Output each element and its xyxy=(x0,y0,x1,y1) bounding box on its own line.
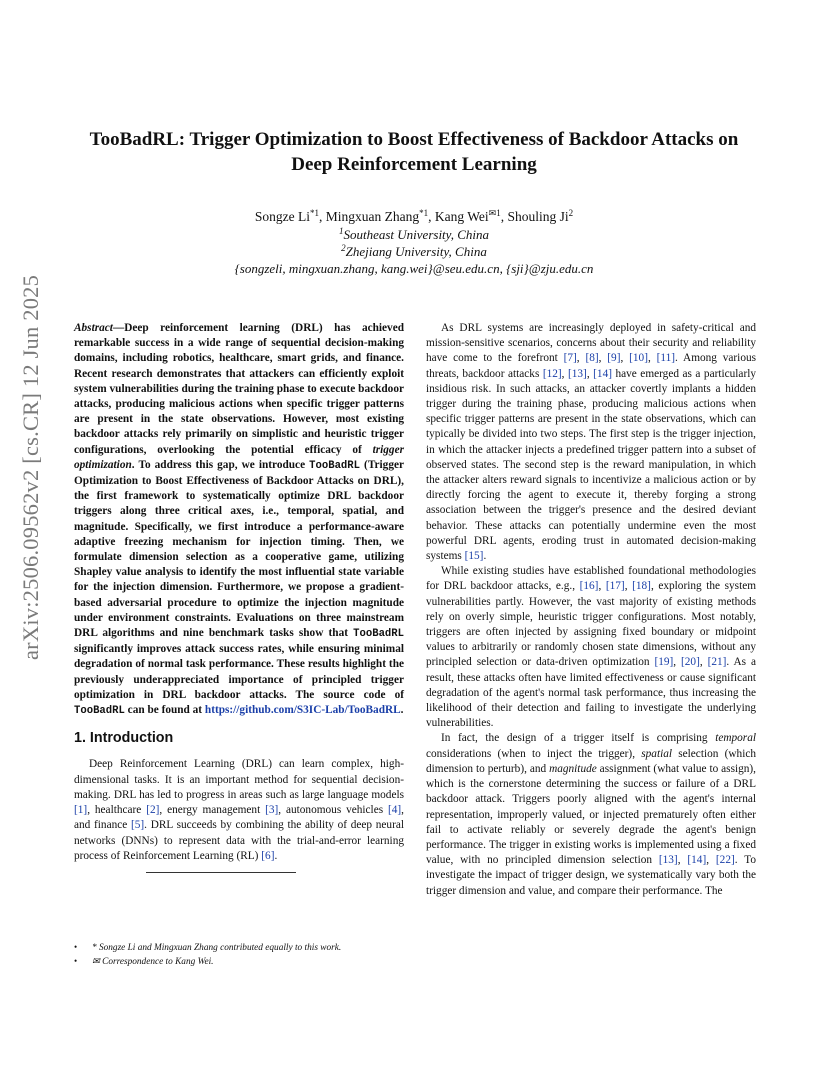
citation[interactable]: [15] xyxy=(464,550,484,563)
author-2-sup: *1 xyxy=(419,208,429,218)
citation[interactable]: [2] xyxy=(146,804,160,817)
abstract-lead: Abstract xyxy=(74,322,113,334)
body-paragraph-1: As DRL systems are increasingly deployed in safety-critical and mission-sensitive scenarios, concerns about their security and reliability have come to the forefront [7], [8], [9], [10], [11]. Among various threats, backdoor attacks [12], [13], [14] have emerged as a particularly insidious risk. In such attacks, an attacker covertly implants a hidden trigger during the training phase, producing malicious actions when specific trigger patterns are present in the state observations, which can typically be divided into two steps. The first step is the trigger injection, in which the attacker injects a predefined trigger pattern into a subset of observed states. The second step is the reward manipulation, in which the attacker alters reward signals to incentivize a malicious action or by directly forcing the agent to execute it, thereby forging a strong association between the trigger's presence and the desired deviant behavior. These attacks can potentially undermine even the most powerful DRL agents, eroding trust in automated decision-making systems [15]. xyxy=(426,322,757,563)
citation[interactable]: [8] xyxy=(585,352,599,365)
citation[interactable]: [3] xyxy=(265,804,279,817)
author-1: Songze Li xyxy=(254,209,311,224)
github-link[interactable]: https://github.com/S3IC-Lab/TooBadRL xyxy=(204,704,401,717)
author-block xyxy=(60,208,768,277)
citation[interactable]: [9] xyxy=(607,352,621,365)
title-line-2: Deep Reinforcement Learning xyxy=(291,154,537,175)
author-1-sup: *1 xyxy=(310,208,320,218)
arxiv-side-stamp: arXiv:2506.09562v2 [cs.CR] 12 Jun 2025 xyxy=(18,274,43,660)
emphasis-temporal: temporal xyxy=(715,732,756,745)
author-2: Mingxuan Zhang xyxy=(325,209,420,224)
citation[interactable]: [22] xyxy=(715,854,735,867)
emphasis-spatial: spatial xyxy=(641,747,673,760)
intro-paragraph-1: Deep Reinforcement Learning (DRL) can learn complex, high-dimensional tasks. It is an important method for sequential decision-making. DRL has led to progress in areas such as large language models [1], healthcare [2], energy management [3], autonomous vehicles [4], and finance [5]. DRL succeeds by combining the ability of deep neural networks (DNNs) to represent data with the trial-and-error learning process of Reinforcement Learning (RL) [6]. xyxy=(74,758,404,862)
tool-name: TooBadRL xyxy=(309,459,360,472)
bullet-icon: • xyxy=(74,942,78,952)
left-column xyxy=(74,321,404,881)
affiliation-1: $^1$Southeast University, China xyxy=(338,226,490,242)
citation[interactable]: [21] xyxy=(707,656,727,669)
citation[interactable]: [1] xyxy=(74,804,88,817)
citation[interactable]: [4] xyxy=(387,804,402,817)
title-line-1: TooBadRL: Trigger Optimization to Boost Effectiveness of Backdoor Attacks on xyxy=(89,129,739,150)
author-4: Shouling Ji xyxy=(507,209,569,224)
citation[interactable]: [13] xyxy=(658,854,678,867)
author-4-sup: 2 xyxy=(568,208,574,218)
tool-name: TooBadRL xyxy=(74,705,125,718)
citation[interactable]: [18] xyxy=(632,580,651,593)
citation[interactable]: [16] xyxy=(579,580,599,593)
author-emails: {songzeli, mingxuan.zhang, kang.wei}@seu.edu.cn, {sji}@zju.edu.cn xyxy=(234,261,594,276)
author-3-sup: ✉1 xyxy=(488,208,501,218)
citation[interactable]: [10] xyxy=(629,352,648,365)
footnote-equal-contribution: • * Songze Li and Mingxuan Zhang contributed equally to this work. xyxy=(74,942,342,953)
footnote-rule xyxy=(146,872,296,873)
citation[interactable]: [6] xyxy=(261,849,275,862)
paper-title xyxy=(60,127,768,177)
author-names: Songze Li$^{*1}$, Mingxuan Zhang$^{*1}$, Kang Wei$^{✉1}$, Shouling Ji$^2$ xyxy=(254,208,574,224)
citation[interactable]: [14] xyxy=(593,367,612,380)
citation[interactable]: [19] xyxy=(654,656,674,669)
tool-name: TooBadRL xyxy=(353,628,404,641)
affiliation-1-sup: 1 xyxy=(338,226,344,236)
section-heading-introduction: 1. Introduction xyxy=(74,730,174,747)
affiliation-2-sup: 2 xyxy=(341,243,346,253)
citation[interactable]: [17] xyxy=(605,580,625,593)
emphasis-magnitude: magnitude xyxy=(549,762,597,775)
citation[interactable]: [14] xyxy=(687,854,707,867)
citation[interactable]: [7] xyxy=(563,352,577,365)
citation[interactable]: [20] xyxy=(681,656,700,669)
citation[interactable]: [12] xyxy=(542,367,562,380)
right-column xyxy=(426,321,756,899)
abstract: Abstract—Deep reinforcement learning (DRL) has achieved remarkable success in a wide range of sequential decision-making domains, including robotics, healthcare, smart grids, and finance. Recent research demonstrates that attackers can efficiently exploit system vulnerabilities during the training phase to execute backdoor attacks, producing malicious actions when specific trigger patterns are present in the state observations. However, most existing backdoor attacks rely primarily on simplistic and heuristic trigger configurations, overlooking the potential efficacy of trigger optimization. To address this gap, we introduce TooBadRL (Trigger Optimization to Boost Effectiveness of Backdoor Attacks on DRL), the first framework to systematically optimize DRL backdoor triggers along three critical axes, i.e., temporal, spatial, and magnitude. Specifically, we first introduce a performance-aware adaptive freezing mechanism for injection timing. Then, we formulate dimension selection as a cooperative game, utilizing Shapley value analysis to identify the most influential state variable for the injection dimension. Furthermore, we propose a gradient-based adversarial procedure to optimize the injection magnitude under environment constraints. Evaluations on three mainstream DRL algorithms and nine benchmark tasks show that TooBadRL significantly improves attack success rates, while ensuring minimal degradation of normal task performance. These results highlight the previously underappreciated importance of principled trigger optimization in DRL backdoor attacks. The source code of TooBadRL can be found at https://github.com/S3IC-Lab/TooBadRL. xyxy=(74,322,404,718)
footnotes xyxy=(74,941,404,969)
citation[interactable]: [5] xyxy=(130,819,145,832)
body-paragraph-3: In fact, the design of a trigger itself is comprising temporal considerations (when to inject the trigger), spatial selection (which dimension to perturb), and magnitude assignment (what value to assign), which is the cornerstone determining the success or failure of a DRL backdoor attack. Triggers poorly aligned with the agent's internal representation, improperly valued, or injected prematurely often either fail to activate reliably or severely degrade the agent's benign performance. The trigger in existing works is implemented using a fixed value, with no principled dimension selection [13], [14], [22]. To investigate the impact of trigger design, we systematically vary both the trigger dimension and value, and compare their performance. The xyxy=(426,732,756,897)
abstract-emphasis: trigger optimization xyxy=(74,443,404,471)
footnote-correspondence: • ✉ Correspondence to Kang Wei. xyxy=(74,956,214,967)
body-paragraph-2: While existing studies have established foundational methodologies for DRL backdoor attacks, e.g., [16], [17], [18], exploring the system vulnerabilities partly. However, the vast majority of existing methods rely on overly simple, heuristic trigger configurations. Most notably, triggers are often injected by assigning fixed boundary or midpoint values to arbitrarily or randomly chosen state dimensions, without any principled selection or data-driven optimization [19], [20], [21]. As a result, these attacks often have limited effectiveness or cause significant degradation of the agent's normal task performance, thus increasing the likelihood of their detection and failing to investigate the underlying vulnerabilities. xyxy=(426,565,757,730)
affiliation-2: $^2$Zhejiang University, China xyxy=(341,243,487,259)
bullet-icon: • xyxy=(74,956,78,966)
citation[interactable]: [11] xyxy=(656,352,676,365)
citation[interactable]: [13] xyxy=(568,367,587,380)
author-3: Kang Wei xyxy=(434,209,489,224)
